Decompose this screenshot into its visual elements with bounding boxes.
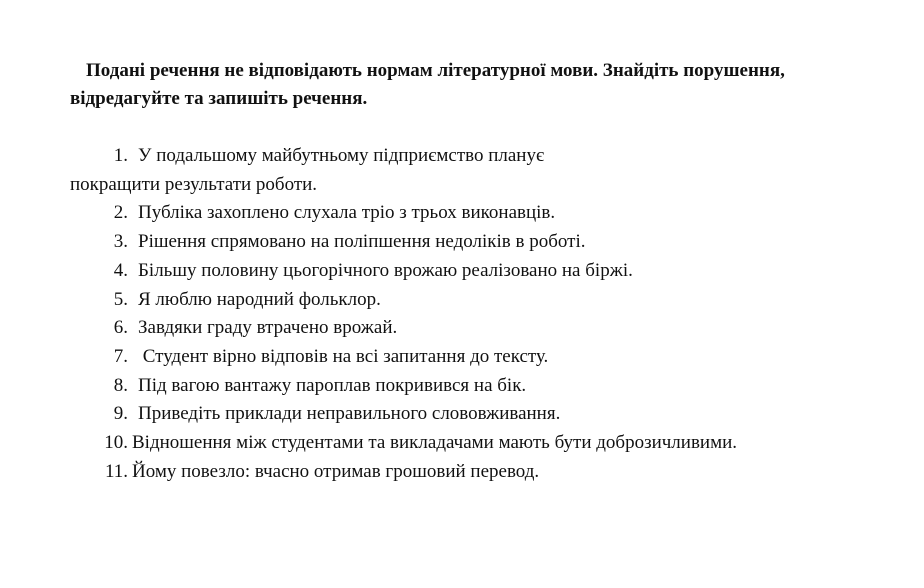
item-text: Йому повезло: вчасно отримав грошовий перевод.: [132, 460, 540, 482]
item-text: Відношення між студентами та викладачами мають бути доброзичливими.: [132, 432, 738, 454]
item-number: 2.: [113, 202, 128, 224]
item-text: Більшу половину цьогорічного врожаю реалізовано на біржі.: [138, 259, 633, 281]
instruction-text: Подані речення не відповідають нормам літературної мови. Знайдіть порушення, відредагуйте та запишіть речення.: [70, 60, 785, 109]
item-number: 10.: [104, 432, 128, 454]
item-text: У подальшому майбутньому підприємство планує: [138, 145, 545, 166]
list-item: [70, 142, 870, 171]
list-item: [70, 257, 870, 286]
item-number: 8.: [113, 374, 128, 396]
item-number: 9.: [113, 403, 128, 425]
list-item: [70, 286, 870, 315]
item-number: 6.: [113, 317, 128, 339]
item-text: Публіка захоплено слухала тріо з трьох виконавців.: [138, 202, 556, 224]
item-number: 7.: [113, 345, 128, 367]
item-number: 1.: [113, 145, 128, 166]
list-item-continuation: [70, 171, 870, 200]
list-item: [70, 228, 870, 257]
item-number: 4.: [113, 259, 128, 281]
item-text-continuation: покращити результати роботи.: [70, 173, 318, 195]
list-item: [70, 400, 870, 429]
list-item: [70, 458, 870, 487]
item-text: Студент вірно відповів на всі запитання до тексту.: [138, 345, 549, 367]
item-text: Приведіть приклади неправильного слововживання.: [138, 403, 561, 425]
list-item: [70, 314, 870, 343]
sentence-list: [70, 142, 870, 486]
list-item: [70, 343, 870, 372]
list-item: [70, 372, 870, 401]
item-number: 3.: [113, 231, 128, 253]
list-item: [70, 199, 870, 228]
item-text: Я люблю народний фольклор.: [138, 288, 381, 310]
item-text: Рішення спрямовано на поліпшення недоліків в роботі.: [138, 231, 586, 253]
item-number: 5.: [113, 288, 128, 310]
item-text: Під вагою вантажу пароплав покривився на бік.: [138, 374, 527, 396]
list-item: [70, 429, 870, 458]
item-number: 11.: [104, 460, 128, 482]
item-text: Завдяки граду втрачено врожай.: [138, 317, 398, 339]
